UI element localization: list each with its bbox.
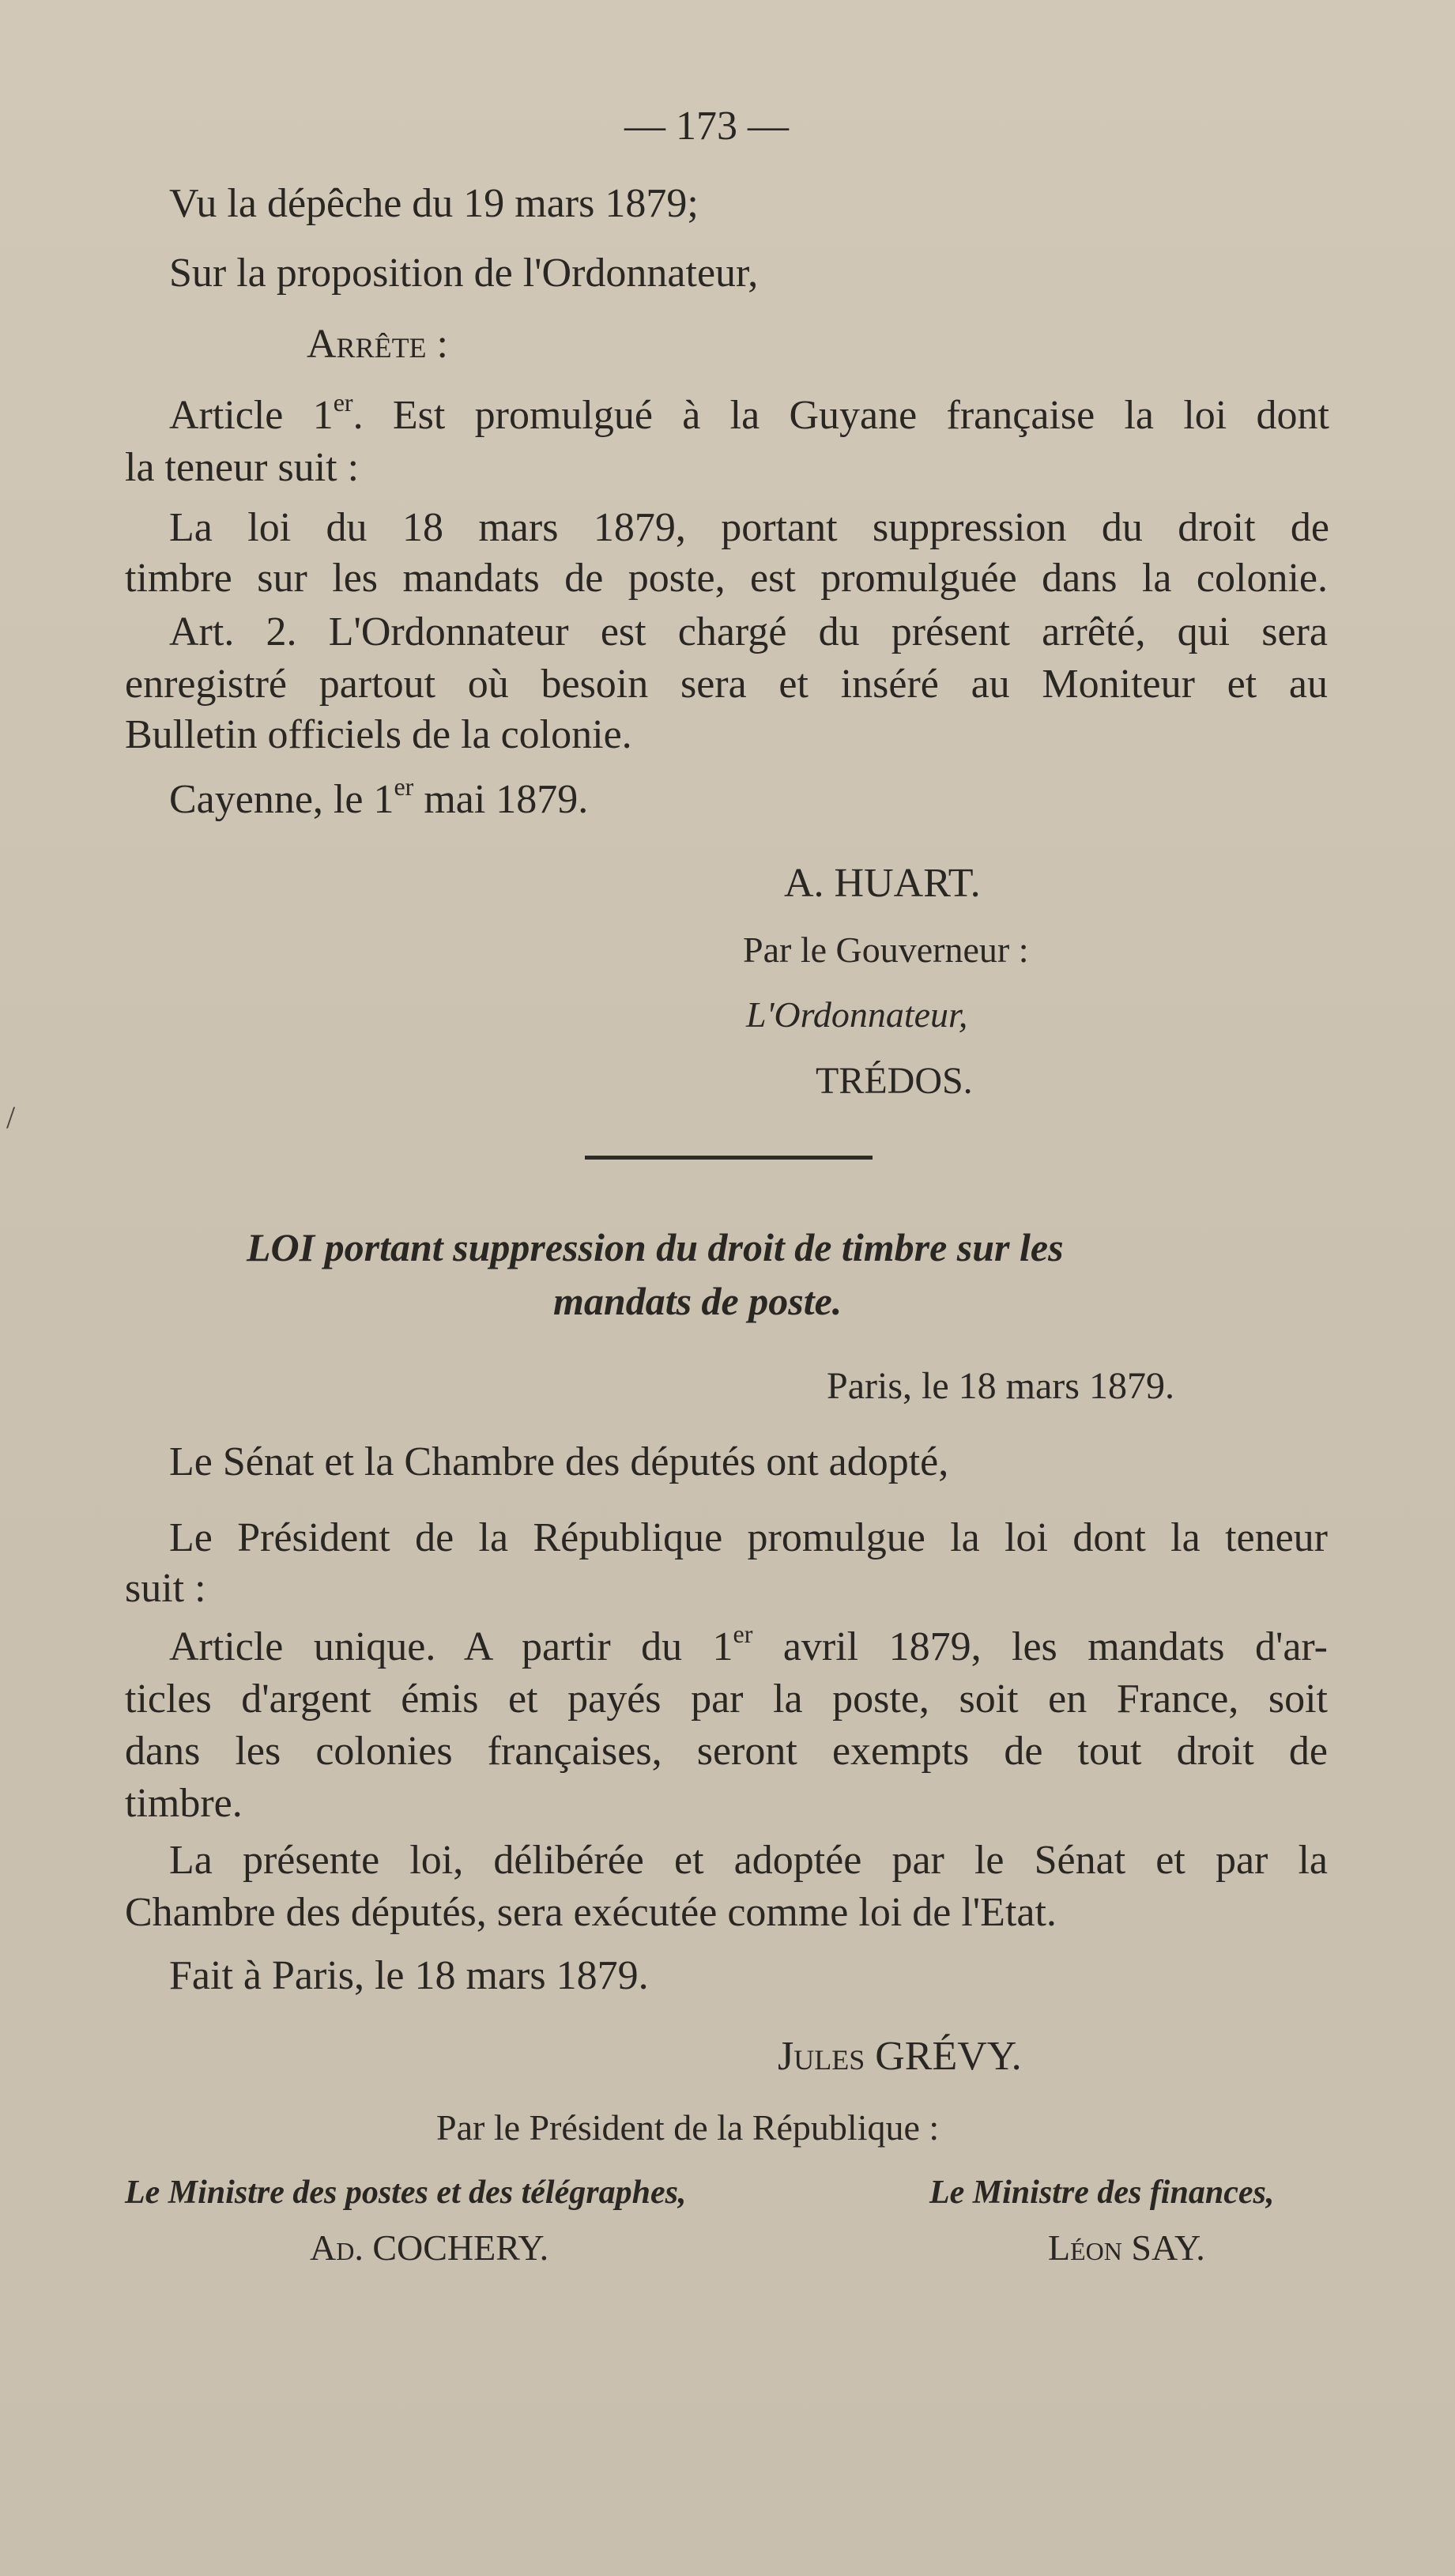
section-divider bbox=[585, 1156, 873, 1160]
loi-promulgation-line-1: La loi du 18 mars 1879, portant suppression du droit de bbox=[169, 505, 1329, 550]
ministre-postes-title: Le Ministre des postes et des télégraphes, bbox=[125, 2174, 687, 2211]
preamble-line-1: Vu la dépêche du 19 mars 1879; bbox=[169, 181, 699, 226]
preamble-line-2: Sur la proposition de l'Ordonnateur, bbox=[169, 251, 759, 296]
article-unique-line-2: ticles d'argent émis et payés par la poste, soit en France, soit bbox=[125, 1676, 1328, 1722]
loi-title-line-2: mandats de poste. bbox=[553, 1279, 842, 1323]
signature-huart: A. HUART. bbox=[784, 861, 981, 906]
loi-paragraph-2-line-2: suit : bbox=[125, 1566, 206, 1611]
loi-title-line-1: LOI portant suppression du droit de timbre sur les bbox=[247, 1225, 1064, 1269]
signature-grevy: Jules GRÉVY. bbox=[778, 2034, 1022, 2079]
fait-a-paris: Fait à Paris, le 18 mars 1879. bbox=[169, 1953, 649, 1998]
page-number: — 173 — bbox=[624, 104, 789, 149]
ministre-finances-title: Le Ministre des finances, bbox=[929, 2174, 1275, 2211]
loi-paragraph-2-line-1: Le Président de la République promulgue la loi dont la teneur bbox=[169, 1515, 1328, 1560]
par-le-president: Par le Président de la République : bbox=[436, 2107, 940, 2148]
article-unique-line-4: timbre. bbox=[125, 1781, 243, 1826]
article-1-line-2: la teneur suit : bbox=[125, 445, 360, 490]
article-2-line-3: Bulletin officiels de la colonie. bbox=[125, 712, 632, 757]
arrete-heading: Arrête : bbox=[307, 322, 448, 367]
article-unique-line-3: dans les colonies françaises, seront exempts de tout droit de bbox=[125, 1729, 1328, 1774]
signature-tredos: TRÉDOS. bbox=[816, 1060, 973, 1102]
article-2-line-1: Art. 2. L'Ordonnateur est chargé du présent arrêté, qui sera bbox=[169, 609, 1328, 654]
loi-paragraph-4-line-1: La présente loi, délibérée et adoptée par le Sénat et par la bbox=[169, 1838, 1328, 1883]
signature-say: Léon SAY. bbox=[1048, 2227, 1205, 2268]
article-2-line-2: enregistré partout où besoin sera et inséré au Moniteur et au bbox=[125, 662, 1328, 707]
loi-promulgation-line-2: timbre sur les mandats de poste, est promulguée dans la colonie. bbox=[125, 556, 1328, 601]
cayenne-date: Cayenne, le 1er mai 1879. bbox=[169, 772, 589, 822]
ordonnateur-role: L'Ordonnateur, bbox=[746, 994, 968, 1035]
signature-cochery: Ad. COCHERY. bbox=[310, 2227, 549, 2268]
loi-place-date: Paris, le 18 mars 1879. bbox=[827, 1365, 1174, 1407]
article-1-line-1: Article 1er. Est promulgué à la Guyane française la loi dont bbox=[169, 388, 1329, 438]
loi-paragraph-4-line-2: Chambre des députés, sera exécutée comme loi de l'Etat. bbox=[125, 1890, 1057, 1935]
par-le-gouverneur: Par le Gouverneur : bbox=[743, 930, 1029, 970]
margin-mark: / bbox=[6, 1099, 16, 1135]
loi-paragraph-1: Le Sénat et la Chambre des députés ont adopté, bbox=[169, 1439, 949, 1484]
article-unique-line-1: Article unique. A partir du 1er avril 1879, les mandats d'ar- bbox=[169, 1620, 1328, 1669]
